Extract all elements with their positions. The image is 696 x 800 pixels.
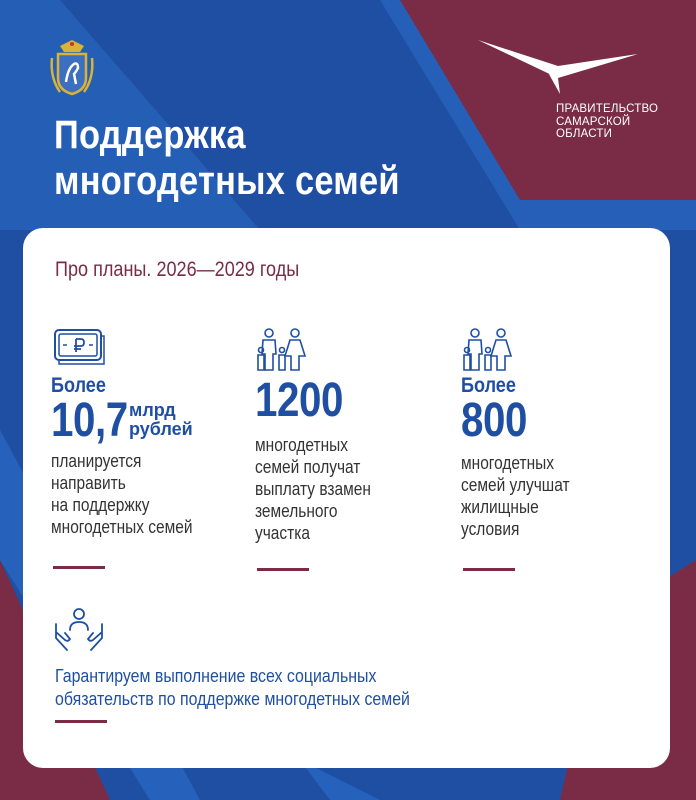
stat-budget	[51, 326, 216, 538]
stat-housing-divider	[463, 568, 515, 571]
page-title	[54, 112, 400, 204]
government-wing-logo	[476, 36, 640, 96]
stat-land-divider	[257, 568, 309, 571]
hands-care-person-icon	[53, 606, 105, 654]
gov-line-2: САМАРСКОЙ	[556, 115, 631, 128]
info-card	[23, 228, 670, 768]
stat-land-desc-4: земельного	[255, 501, 338, 521]
stat-land-desc-2: семей получат	[255, 457, 361, 477]
gov-line-3: ОБЛАСТИ	[556, 128, 613, 140]
samara-coat-of-arms-icon	[50, 38, 94, 98]
stat-housing-desc-4: условия	[461, 519, 520, 539]
stat-budget-desc-1: планируется	[51, 451, 142, 471]
family-icon	[255, 326, 311, 372]
footer-line-2: обязательств по поддержке многодетных семей	[55, 688, 410, 709]
government-name	[556, 103, 658, 141]
stat-budget-desc-2: направить	[51, 473, 126, 493]
stat-land-desc-5: участка	[255, 523, 310, 543]
stat-budget-prefix: Более	[51, 374, 106, 397]
stat-land-desc-3: выплату взамен	[255, 479, 371, 499]
stat-land-desc-1: многодетных	[255, 435, 349, 455]
stat-housing-prefix: Более	[461, 374, 516, 397]
footer-line-1: Гарантируем выполнение всех социальных	[55, 665, 377, 686]
stat-housing-desc-3: жилищные	[461, 497, 539, 517]
stat-budget-desc-3: на поддержку	[51, 495, 150, 515]
stat-land-payment	[255, 326, 390, 544]
family-icon	[461, 326, 517, 372]
ruble-banknote-icon	[51, 326, 107, 372]
title-line-1: Поддержка	[54, 113, 246, 157]
stat-housing	[461, 326, 587, 540]
footer-statement	[55, 664, 410, 710]
stat-housing-desc-2: семей улучшат	[461, 475, 570, 495]
footer-divider	[55, 720, 107, 723]
stat-budget-desc-4: многодетных семей	[51, 517, 193, 537]
title-line-2: многодетных семей	[54, 159, 400, 203]
stat-housing-desc-1: многодетных	[461, 453, 555, 473]
stat-budget-value: 10,7	[51, 394, 128, 447]
card-subtitle: Про планы. 2026—2029 годы	[55, 258, 300, 281]
stat-budget-unit-2: рублей	[129, 419, 193, 439]
stat-budget-divider	[53, 566, 105, 569]
stat-land-value: 1200	[255, 374, 344, 427]
stat-budget-unit-1: млрд	[129, 400, 176, 420]
stat-housing-value: 800	[461, 394, 528, 447]
gov-line-1: ПРАВИТЕЛЬСТВО	[556, 103, 659, 115]
